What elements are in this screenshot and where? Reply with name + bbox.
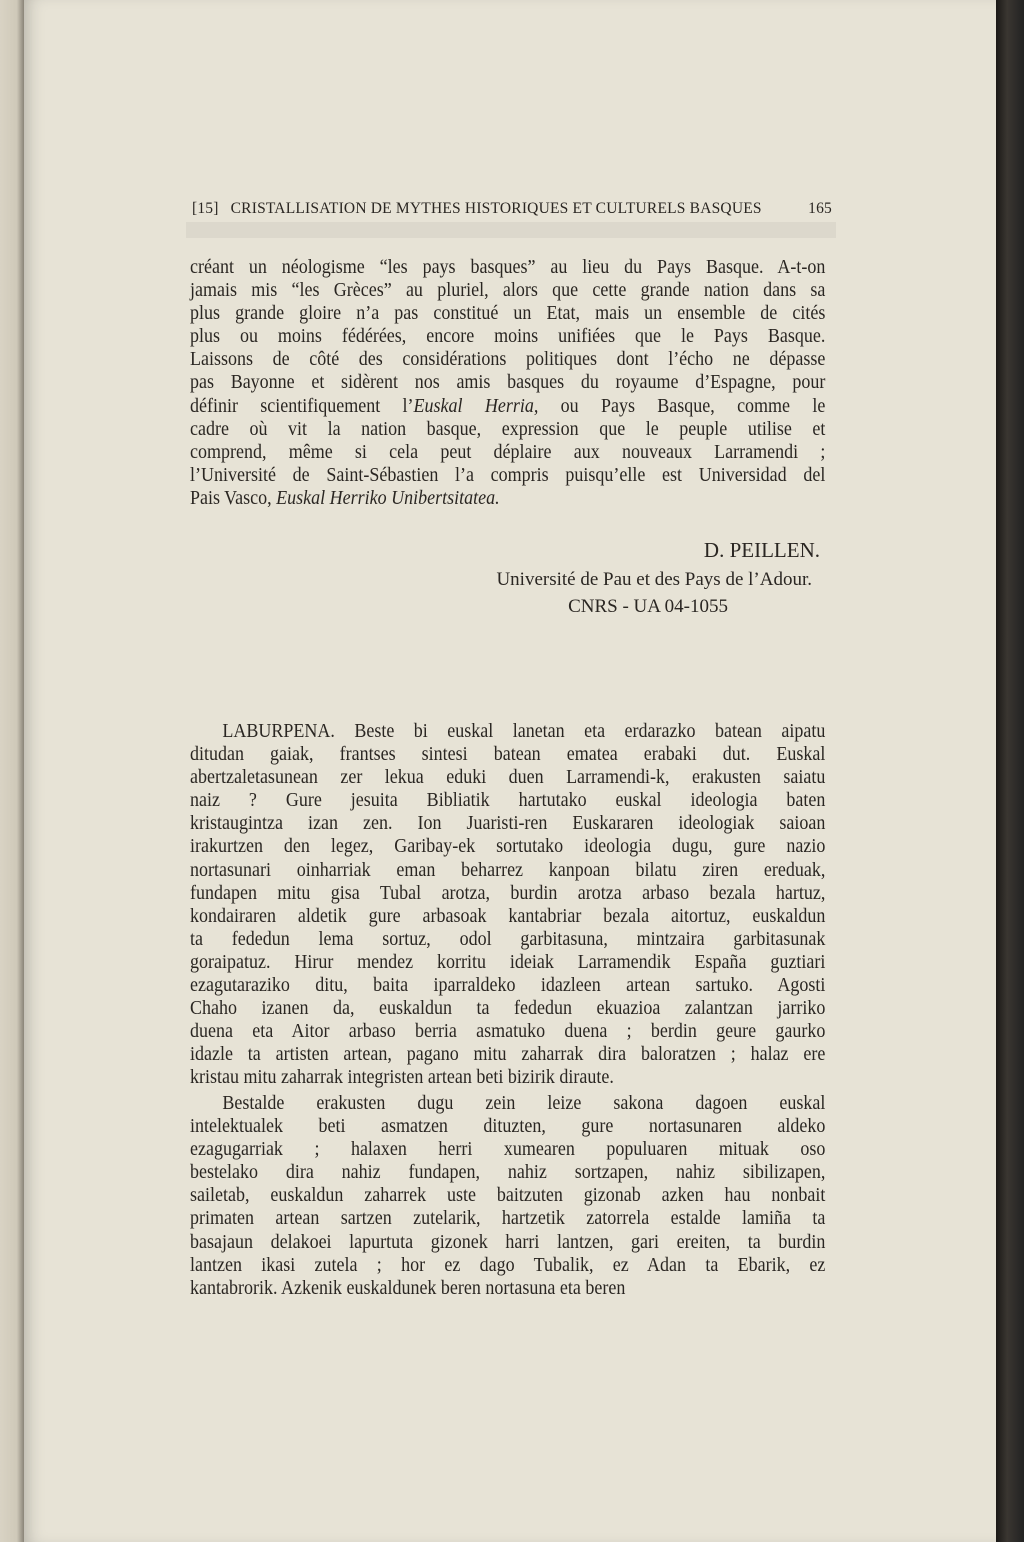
text-line xyxy=(190,1254,825,1277)
facing-page-edge xyxy=(0,0,24,1542)
text-line xyxy=(190,1138,825,1161)
italic-text: Euskal Herria, xyxy=(413,394,539,417)
text-line xyxy=(190,1115,825,1138)
text-segment: basajaun delakoei lapurtuta gizonek harri lantzen, gari ereiten, ta burdin xyxy=(190,1230,826,1253)
text-segment: plus grande gloire n’a pas constitué un Etat, mais un ensemble de cités xyxy=(190,302,826,325)
paragraph-laburpena xyxy=(190,720,826,1090)
text-line xyxy=(190,835,825,858)
text-line xyxy=(190,766,825,789)
italic-text: Euskal Herriko Unibertsitatea. xyxy=(276,486,500,509)
paragraph-bestalde xyxy=(190,1092,826,1300)
text-line xyxy=(190,441,825,464)
text-segment: ditudan gaiak, frantses sintesi batean ematea erabaki dut. Euskal xyxy=(190,743,826,766)
text-segment: kristaugintza izan zen. Ion Juaristi-ren Euskararen ideologiak saioan xyxy=(190,812,826,835)
text-segment: LABURPENA. Beste bi euskal lanetan eta erdarazko batean aipatu xyxy=(222,720,826,742)
text-line xyxy=(190,395,825,418)
text-segment: kondairaren aldetik gure arbasoak kantabriar bezala aitortuz, euskaldun xyxy=(190,904,826,927)
running-header xyxy=(192,200,832,218)
text-line xyxy=(190,279,825,302)
text-segment: kantabrorik. Azkenik euskaldunek beren nortasuna eta beren xyxy=(190,1276,626,1299)
text-line xyxy=(190,487,825,510)
text-line xyxy=(190,905,825,928)
text-segment: jamais mis “les Grèces” au pluriel, alors que cette grande nation dans sa xyxy=(190,279,826,302)
text-line xyxy=(190,789,825,812)
author-name: D. PEILLEN. xyxy=(703,538,820,562)
text-segment: lantzen ikasi zutela ; hor ez dago Tubalik, ez Adan ta Ebarik, ez xyxy=(190,1253,826,1276)
text-line xyxy=(190,1020,825,1043)
text-line xyxy=(190,1231,825,1254)
text-line xyxy=(190,997,825,1020)
text-line xyxy=(190,1161,825,1184)
author-affiliation: Université de Pau et des Pays de l’Adour. xyxy=(496,569,812,590)
text-line xyxy=(190,812,825,835)
text-segment: ta fededun lema sortuz, odol garbitasuna, mintzaira garbitasunak xyxy=(190,927,826,950)
text-line xyxy=(190,974,825,997)
text-line xyxy=(190,928,825,951)
text-line xyxy=(190,1066,825,1089)
text-segment: fundapen mitu gisa Tubal arotza, burdin arotza arbaso bezala hartuz, xyxy=(190,881,826,904)
page-number: 165 xyxy=(808,200,832,217)
page-binding-edge xyxy=(996,0,1024,1542)
text-line xyxy=(190,951,825,974)
text-line xyxy=(190,371,825,394)
text-segment: naiz ? Gure jesuita Bibliatik hartutako euskal ideologia baten xyxy=(190,789,826,812)
text-segment: nortasunari oinharriak eman beharrez kanpoan bilatu ziren ereduak, xyxy=(190,858,826,881)
text-segment: créant un néologisme “les pays basques” au lieu du Pays Basque. A-t-on xyxy=(190,256,826,278)
text-line xyxy=(190,348,825,371)
text-segment: kristau mitu zaharrak integristen artean beti bizirik diraute. xyxy=(190,1066,614,1089)
text-line xyxy=(190,882,825,905)
text-segment: l’Université de Saint-Sébastien l’a compris puisqu’elle est Universidad del xyxy=(190,463,826,486)
text-line xyxy=(190,325,825,348)
text-segment: Laissons de côté des considérations politiques dont l’écho ne dépasse xyxy=(190,348,826,371)
text-segment: duena eta Aitor arbaso berria asmatuko duena ; berdin geure gaurko xyxy=(190,1020,826,1043)
text-segment: définir scientifiquement l’ xyxy=(190,394,414,417)
text-segment: intelektualek beti asmatzen dituzten, gure nortasunaren aldeko xyxy=(190,1115,826,1138)
paragraph-french-conclusion xyxy=(190,256,826,510)
text-segment: sailetab, euskaldun zaharrek uste baitzuten gizonab azken hau nonbait xyxy=(190,1184,826,1207)
text-segment: ezagutaraziko ditu, baita iparraldeko idazleen artean sartuko. Agosti xyxy=(190,974,826,997)
header-shadow-band xyxy=(186,222,836,238)
text-line xyxy=(190,859,825,882)
text-line xyxy=(190,302,825,325)
running-title: CRISTALLISATION DE MYTHES HISTORIQUES ET CULTURELS BASQUES xyxy=(230,200,762,217)
text-line xyxy=(190,1043,825,1066)
text-segment: comprend, même si cela peut déplaire aux nouveaux Larramendi ; xyxy=(190,440,826,463)
text-segment: Pais Vasco, xyxy=(190,486,277,509)
text-line xyxy=(190,1207,825,1230)
text-segment: cadre où vit la nation basque, expression que le peuple utilise et xyxy=(190,417,826,440)
text-segment: irakurtzen den legez, Garibay-ek sortutako ideologia dugu, gure nazio xyxy=(190,835,826,858)
text-line xyxy=(190,418,825,441)
section-number: [15] xyxy=(192,200,219,217)
text-line xyxy=(190,720,825,743)
author-unit: CNRS - UA 04-1055 xyxy=(568,596,728,617)
text-segment: bestelako dira nahiz fundapen, nahiz sortzapen, nahiz sibilizapen, xyxy=(190,1161,826,1184)
text-segment: abertzaletasunean zer lekua eduki duen Larramendi-k, erakusten saiatu xyxy=(190,766,826,789)
text-segment: primaten artean sartzen zutelarik, hartzetik zatorrela estalde lamiña ta xyxy=(190,1207,826,1230)
text-line xyxy=(190,1277,825,1300)
text-line xyxy=(190,256,825,279)
text-segment: ou Pays Basque, comme le xyxy=(538,394,826,417)
text-line xyxy=(190,464,825,487)
text-line xyxy=(190,1184,825,1207)
text-line xyxy=(190,743,825,766)
text-segment: pas Bayonne et sidèrent nos amis basques du royaume d’Espagne, pour xyxy=(190,371,826,394)
text-line xyxy=(190,1092,825,1115)
text-segment: Chaho izanen da, euskaldun ta fededun ekuazioa zalantzan jarriko xyxy=(190,997,826,1020)
text-segment: goraipatuz. Hirur mendez korritu ideiak Larramendik España guztiari xyxy=(190,950,826,973)
text-segment: idazle ta artisten artean, pagano mitu zaharrak dira baloratzen ; halaz ere xyxy=(190,1043,826,1066)
text-segment: plus ou moins fédérées, encore moins unifiées que le Pays Basque. xyxy=(190,325,826,348)
text-segment: Bestalde erakusten dugu zein leize sakona dagoen euskal xyxy=(222,1092,826,1114)
text-segment: ezagugarriak ; halaxen herri xumearen populuaren mituak oso xyxy=(190,1138,826,1161)
